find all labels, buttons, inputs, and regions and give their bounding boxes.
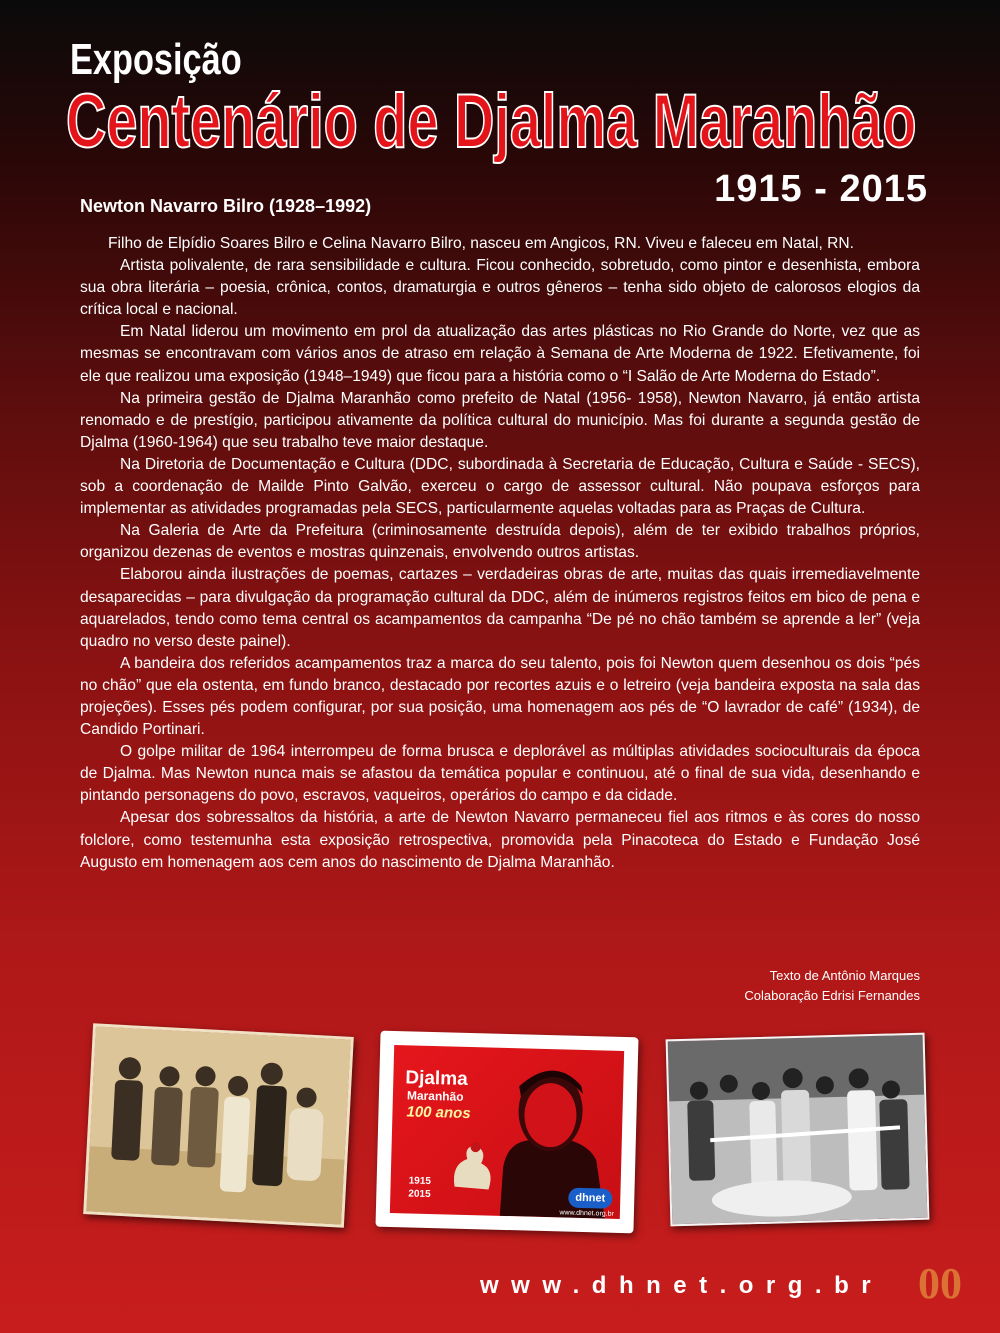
paragraph: Filho de Elpídio Soares Bilro e Celina Navarro Bilro, nasceu em Angicos, RN. Viveu e faleceu em Natal, RN. bbox=[108, 235, 854, 252]
ceremony-photo-illustration bbox=[668, 1035, 928, 1225]
people-photo-illustration bbox=[86, 1026, 350, 1224]
stamp-anniversary: 100 anos bbox=[406, 1103, 471, 1123]
website-url: www.dhnet.org.br bbox=[480, 1272, 884, 1299]
exhibition-label: Exposição bbox=[70, 35, 242, 84]
credit-collaboration: Colaboração Edrisi Fernandes bbox=[744, 988, 920, 1003]
exhibition-title: Centenário de Djalma Maranhão bbox=[66, 79, 917, 164]
credits bbox=[744, 966, 920, 1006]
stamp-year-start: 1915 bbox=[408, 1175, 432, 1188]
paragraph: Apesar dos sobressaltos da história, a arte de Newton Navarro permaneceu fiel aos ritmos e às cores do nosso folclore, como testemunha esta exposição retrospectiva, promovida pela Pinacoteca do Estado e Fundação José Augusto em homenagem aos cem anos do nascimento de Djalma Maranhão. bbox=[80, 809, 920, 871]
paragraph: Em Natal liderou um movimento em prol da atualização das artes plásticas no Rio Grande do Norte, vez que as mesmas se encontravam com vários anos de atraso em relação à Semana de Arte Moderna de 1922. Efetivamente, foi ele que realizou uma exposição (1948–1949) que ficou para a história como o “I Salão de Arte Moderna do Estado”. bbox=[80, 323, 920, 385]
stamp-artwork bbox=[390, 1045, 624, 1219]
page-number: 00 bbox=[918, 1259, 962, 1308]
historic-photo-ribbon-cutting bbox=[666, 1033, 930, 1227]
stamp-year-end: 2015 bbox=[408, 1188, 431, 1201]
dhnet-logo: dhnet bbox=[568, 1188, 613, 1209]
paragraph: Na primeira gestão de Djalma Maranhão como prefeito de Natal (1956- 1958), Newton Navarro, já então artista renomado e de prestígio, participou ativamente da política cultural do município. Mas foi durante a segunda gestão de Djalma (1960-1964) que seu trabalho teve maior destaque. bbox=[80, 389, 920, 451]
paragraph: A bandeira dos referidos acampamentos traz a marca do seu talento, pois foi Newton quem desenhou os dois “pés no chão” que ela ostenta, em fundo branco, destacado por recortes azuis e o letreiro (veja bandeira exposta na sala das projeções). Esses pés podem configurar, por sua posição, uma homenagem aos pés de “O lavrador de café” (1934), de Candido Portinari. bbox=[80, 654, 920, 739]
title-block bbox=[70, 35, 290, 84]
credit-author: Texto de Antônio Marques bbox=[769, 968, 920, 983]
stamp-surname: Maranhão bbox=[406, 1088, 464, 1104]
paragraph: Na Diretoria de Documentação e Cultura (DDC, subordinada à Secretaria de Educação, Cultura e Saúde - SECS), sob a coordenação de Mailde Pinto Galvão, exerceu o cargo de assessor cultural. Não poupava esforços para implementar as atividades programadas pela SECS, particularmente aquelas voltadas para as Praças de Cultura. bbox=[80, 455, 920, 518]
stamp-url: www.dhnet.org.br bbox=[559, 1209, 614, 1218]
commemorative-stamp bbox=[375, 1031, 638, 1234]
article-author: Newton Navarro Bilro (1928–1992) bbox=[80, 196, 372, 216]
article-body bbox=[80, 233, 920, 874]
stamp-name: Djalma bbox=[405, 1067, 468, 1090]
paragraph: Na Galeria de Arte da Prefeitura (criminosamente destruída depois), além de ter exibido trabalhos próprios, organizou dezenas de eventos e mostras quinzenais, envolvendo outros artistas. bbox=[80, 522, 920, 562]
paragraph: Artista polivalente, de rara sensibilidade e cultura. Ficou conhecido, sobretudo, como pintor e desenhista, embora sua obra literária – poesia, crônica, contos, dramaturgia e outros gêneros – tenha sido objeto de calorosos elogios da crítica local e nacional. bbox=[80, 257, 920, 319]
paragraph: O golpe militar de 1964 interrompeu de forma brusca e deplorável as múltiplas atividades socioculturais da época de Djalma. Mas Newton nunca mais se afastou da temática popular e continuou, até o final de sua vida, desenhando e pintando personagens do povo, escravos, vaqueiros, operários do campo e da cidade. bbox=[80, 743, 920, 805]
years-range: 1915 - 2015 bbox=[714, 168, 928, 210]
historic-photo-group bbox=[83, 1023, 354, 1227]
paragraph: Elaborou ainda ilustrações de poemas, cartazes – verdadeiras obras de arte, muitas das quais irremediavelmente desaparecidas – para divulgação da programação cultural da DDC, além de inúmeros registros feitos em bico de pena e aquarelados, tendo como tema central os acampamentos da campanha “De pé no chão também se aprende a ler” (veja quadro no verso deste painel). bbox=[80, 566, 920, 650]
